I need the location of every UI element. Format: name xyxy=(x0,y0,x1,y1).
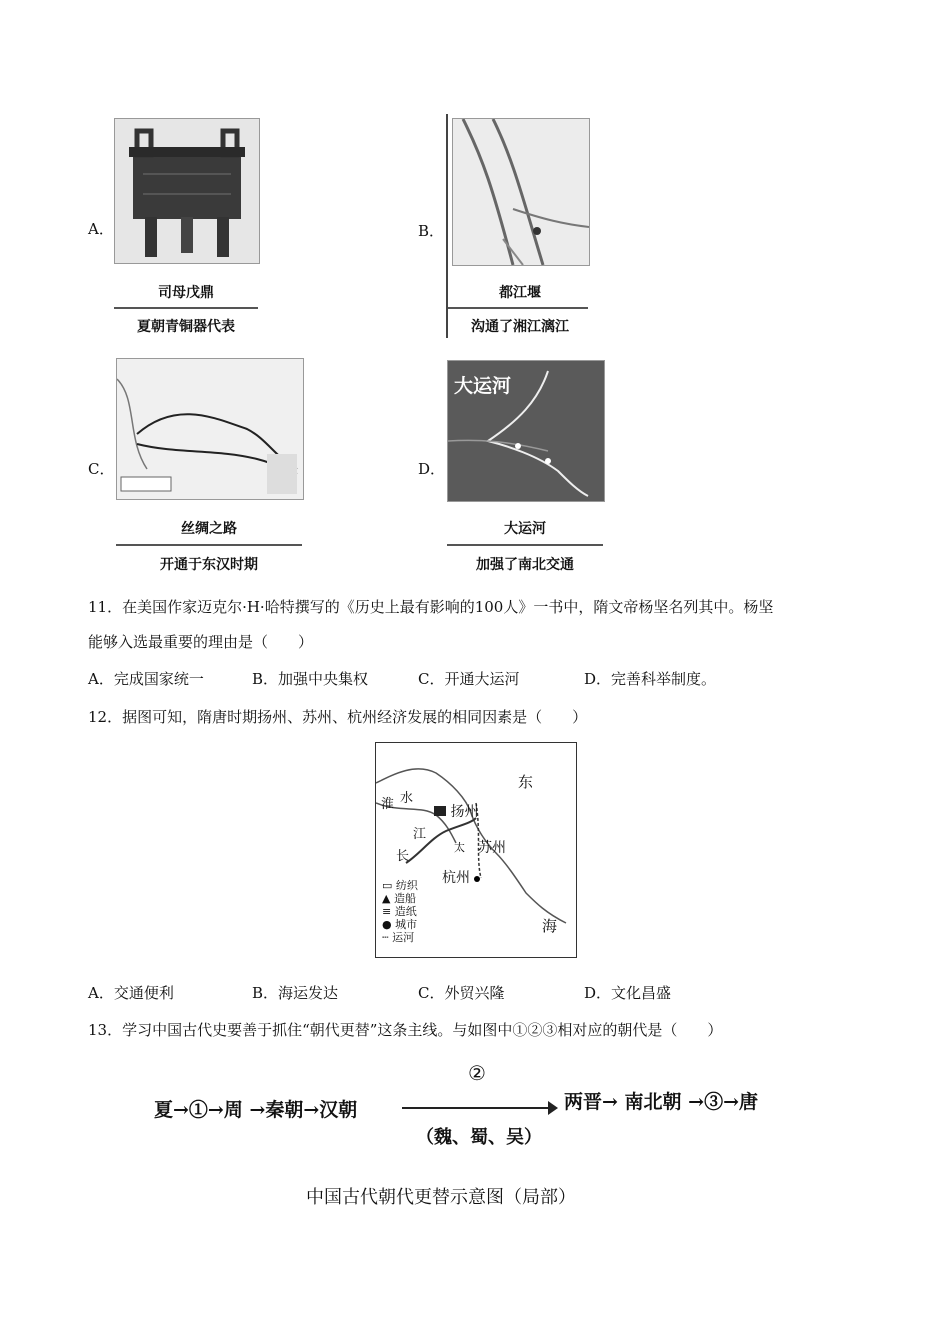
map-label-huai: 淮 xyxy=(381,797,395,812)
city-dot-icon xyxy=(474,876,480,882)
legend-paper: ≡ 造纸 xyxy=(382,905,417,918)
map-label-chang: 长 xyxy=(396,849,410,864)
legend-city: ● 城市 xyxy=(382,918,418,931)
city-yangzhou-label: 扬州 xyxy=(450,804,479,820)
q11-option-c[interactable]: C．开通大运河 xyxy=(418,670,520,688)
city-suzhou xyxy=(478,837,506,857)
option-b-divider xyxy=(448,307,588,309)
q11-stem-line2: 能够入选最重要的理由是（ ） xyxy=(88,633,314,651)
option-c-letter: C． xyxy=(88,460,115,478)
canal-icon: ┄ xyxy=(382,931,389,944)
option-b-letter: B． xyxy=(418,222,445,240)
three-kingdoms-note: （魏、蜀、吴） xyxy=(416,1127,542,1148)
q12-option-a[interactable]: A．交通便利 xyxy=(88,984,174,1002)
map-label-east: 东 xyxy=(518,773,534,791)
option-c-caption: 开通于东汉时期 xyxy=(160,557,258,573)
option-b-caption: 沟通了湘江漓江 xyxy=(471,319,569,335)
option-a-title: 司母戊鼎 xyxy=(158,285,214,301)
option-c-title: 丝绸之路 xyxy=(181,521,237,537)
dynasty-seq-left: 夏→①→周 →秦朝→汉朝 xyxy=(154,1099,358,1121)
option-d-caption: 加强了南北交通 xyxy=(476,557,574,573)
dynasty-diagram xyxy=(150,1055,810,1215)
q13-stem: 13．学习中国古代史要善于抓住“朝代更替”这条主线。与如图中①②③相对应的朝代是（ ） xyxy=(88,1021,723,1039)
map-legend xyxy=(382,879,438,944)
q12-option-c[interactable]: C．外贸兴隆 xyxy=(418,984,505,1002)
option-d-letter: D． xyxy=(418,460,446,478)
city-hangzhou xyxy=(442,867,480,887)
silk-road-map xyxy=(116,358,304,500)
q12-economy-map xyxy=(375,742,577,958)
long-arrow-head-icon xyxy=(548,1101,558,1115)
shipbuilding-icon xyxy=(434,806,446,816)
option-a-caption: 夏朝青铜器代表 xyxy=(137,319,235,335)
textile-icon: ▭ xyxy=(382,879,393,892)
ding-vessel-icon xyxy=(115,119,259,263)
river-map-icon xyxy=(453,119,589,265)
q11-option-d[interactable]: D．完善科举制度。 xyxy=(584,670,717,688)
q12-stem: 12．据图可知，隋唐时期扬州、苏州、杭州经济发展的相同因素是（ ） xyxy=(88,708,588,726)
city-icon: ● xyxy=(382,918,392,931)
long-arrow-icon xyxy=(402,1107,552,1109)
grand-canal-map xyxy=(447,360,605,502)
legend-textile: ▭ 纺织 xyxy=(382,879,418,892)
option-a-letter: A． xyxy=(88,220,114,238)
ship-icon: ▲ xyxy=(382,892,391,905)
option-c-divider xyxy=(116,544,302,546)
option-a-divider xyxy=(114,307,258,309)
silk-road-route-icon xyxy=(117,359,303,499)
legend-canal: ┄ 运河 xyxy=(382,931,415,944)
map-label-shui: 水 xyxy=(400,791,414,806)
map-label-jiang: 江 xyxy=(413,827,427,842)
simuwu-ding-photo xyxy=(114,118,260,264)
q11-stem-line1: 11．在美国作家迈克尔·H·哈特撰写的《历史上最有影响的100人》一书中，隋文帝杨坚名列其中。杨坚 xyxy=(88,598,774,616)
q11-option-a[interactable]: A．完成国家统一 xyxy=(88,670,204,688)
dynasty-seq-right: 两晋→ 南北朝 →③→唐 xyxy=(564,1091,758,1113)
mark-2: ② xyxy=(468,1061,486,1085)
paper-icon: ≡ xyxy=(382,905,392,918)
diagram-caption: 中国古代朝代更替示意图（局部） xyxy=(306,1187,576,1208)
option-b-frame-line xyxy=(446,114,448,338)
q12-option-b[interactable]: B．海运发达 xyxy=(252,984,339,1002)
map-label-tai: 太 xyxy=(454,841,465,854)
option-d-divider xyxy=(447,544,603,546)
canal-route-icon xyxy=(448,361,604,501)
option-b-title: 都江堰 xyxy=(499,285,541,301)
option-d-title: 大运河 xyxy=(504,521,546,537)
dujiangyan-map xyxy=(452,118,590,266)
city-hangzhou-label: 杭州 xyxy=(442,870,470,886)
grand-canal-map-title: 大运河 xyxy=(454,375,512,397)
legend-shipbuilding: ▲ 造船 xyxy=(382,892,416,905)
q11-option-b[interactable]: B．加强中央集权 xyxy=(252,670,369,688)
q12-option-d[interactable]: D．文化昌盛 xyxy=(584,984,672,1002)
map-label-sea: 海 xyxy=(542,917,558,935)
city-yangzhou xyxy=(434,801,478,821)
city-suzhou-label: 苏州 xyxy=(478,840,506,856)
